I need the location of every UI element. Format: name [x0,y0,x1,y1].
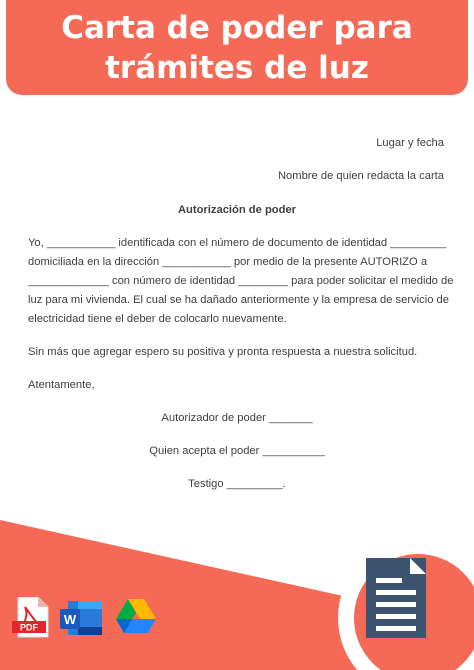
google-drive-icon[interactable] [116,599,156,633]
pdf-icon[interactable] [12,597,48,637]
writer-name: Nombre de quien redacta la carta [277,170,444,182]
pdf-label: PDF [20,622,38,633]
salutation: Atentamente, [28,379,95,391]
closing-request: Sin más que agregar espero su positiva y pronta respuesta a nuestra solicitud. [28,346,418,358]
body-line: Yo, ___________ identificada con el número de documento de identidad _________ [28,237,447,249]
title-line-2: trámites de luz [105,49,369,86]
sign-acceptor: Quien acepta el poder __________ [149,445,325,457]
file-format-icons [12,597,162,639]
body-line: _____________ con número de identidad ________ para poder solicitar el medido de [28,275,454,287]
brand-document-icon [330,530,474,670]
place-date: Lugar y fecha [376,137,444,149]
body-line: domiciliada en la dirección ___________ por medio de la presente AUTORIZO a [28,256,428,268]
body-line: electricidad tiene el deber de colocarlo nuevamente. [28,313,287,325]
word-label: W [63,612,77,627]
sign-witness: Testigo _________. [188,478,286,490]
body-line: luz para mi vivienda. El cual se ha dañado anteriormente y la empresa de servicio de [28,294,450,306]
word-icon[interactable] [60,601,102,635]
title-line-1: Carta de poder para [61,9,413,46]
letter-subject: Autorización de poder [177,204,297,216]
sign-authorizer: Autorizador de poder _______ [161,412,313,424]
